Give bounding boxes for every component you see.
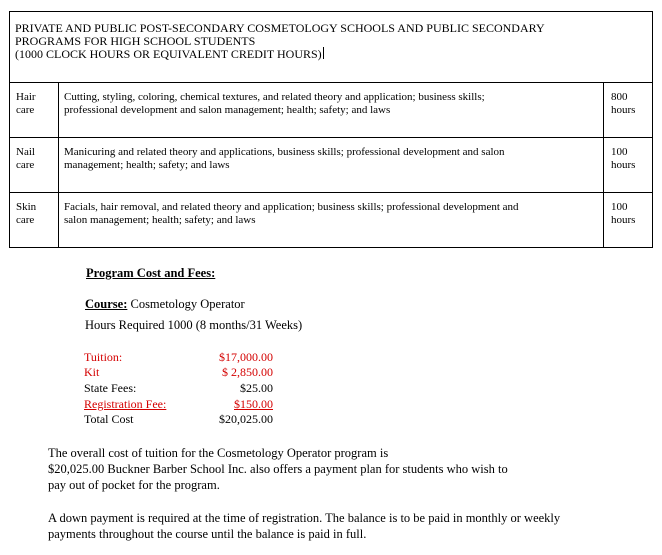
- hours-value: 100: [611, 201, 628, 213]
- course-label: Course:: [85, 297, 128, 311]
- subject-name: care: [16, 214, 35, 226]
- table-header: [10, 12, 653, 83]
- fee-value: $150.00: [234, 397, 273, 411]
- table-row: [10, 193, 653, 248]
- subject-name: Nail: [16, 146, 35, 158]
- hours-cell: [604, 138, 653, 193]
- description-cell: [59, 83, 604, 138]
- description-cell: [59, 193, 604, 248]
- table-row: [10, 83, 653, 138]
- description-cell: [59, 138, 604, 193]
- hours-cell: [604, 83, 653, 138]
- description-line: salon management; health; safety; and laws: [64, 214, 256, 226]
- paragraph-line: The overall cost of tuition for the Cosmetology Operator program is: [48, 446, 389, 460]
- subject-cell: [10, 193, 59, 248]
- description-line: management; health; safety; and laws: [64, 159, 230, 171]
- hours-value: 100: [611, 146, 628, 158]
- paragraph-line: pay out of pocket for the program.: [48, 478, 220, 492]
- hours-unit: hours: [611, 214, 636, 226]
- paragraph-line: A down payment is required at the time of registration. The balance is to be paid in monthly or weekly: [48, 511, 561, 525]
- subject-name: Hair: [16, 91, 36, 103]
- fee-label: Total Cost: [84, 412, 134, 426]
- hours-cell: [604, 193, 653, 248]
- paragraph: [48, 510, 648, 542]
- table-row: [10, 138, 653, 193]
- header-line: (1000 CLOCK HOURS OR EQUIVALENT CREDIT HOURS): [15, 47, 322, 61]
- hours-unit: hours: [611, 159, 636, 171]
- fee-value: $20,025.00: [219, 412, 273, 426]
- fee-label: State Fees:: [84, 381, 137, 395]
- subject-name: care: [16, 104, 35, 116]
- course-line: [85, 297, 245, 312]
- fee-label: Registration Fee:: [84, 397, 167, 411]
- description-line: Manicuring and related theory and applications, business skills; professional development and salon: [64, 146, 505, 158]
- header-line: PRIVATE AND PUBLIC POST-SECONDARY COSMETOLOGY SCHOOLS AND PUBLIC SECONDARY: [15, 21, 545, 35]
- hours-value: 800: [611, 91, 628, 103]
- curriculum-table: [9, 11, 653, 248]
- program-cost-heading: Program Cost and Fees:: [86, 266, 216, 280]
- fee-value: $ 2,850.00: [222, 365, 273, 379]
- description-line: Cutting, styling, coloring, chemical textures, and related theory and application; business skills;: [64, 91, 485, 103]
- fee-label: Kit: [84, 365, 100, 379]
- subject-cell: [10, 83, 59, 138]
- subject-name: care: [16, 159, 35, 171]
- header-line: PROGRAMS FOR HIGH SCHOOL STUDENTS: [15, 33, 256, 48]
- fee-value: $17,000.00: [219, 350, 273, 364]
- description-line: professional development and salon management; health; safety; and laws: [64, 104, 391, 116]
- fee-label: Tuition:: [84, 350, 123, 364]
- text-cursor: [323, 47, 324, 59]
- hours-unit: hours: [611, 104, 636, 116]
- fee-value: $25.00: [240, 381, 273, 395]
- hours-required: Hours Required 1000 (8 months/31 Weeks): [85, 318, 303, 332]
- paragraph: [48, 445, 648, 493]
- paragraph-line: payments throughout the course until the balance is paid in full.: [48, 527, 367, 541]
- description-line: Facials, hair removal, and related theory and application; business skills; professional development and: [64, 201, 519, 213]
- course-value: Cosmetology Operator: [130, 297, 245, 311]
- subject-cell: [10, 138, 59, 193]
- paragraph-line: $20,025.00 Buckner Barber School Inc. also offers a payment plan for students who wish to: [48, 462, 508, 476]
- subject-name: Skin: [16, 201, 37, 213]
